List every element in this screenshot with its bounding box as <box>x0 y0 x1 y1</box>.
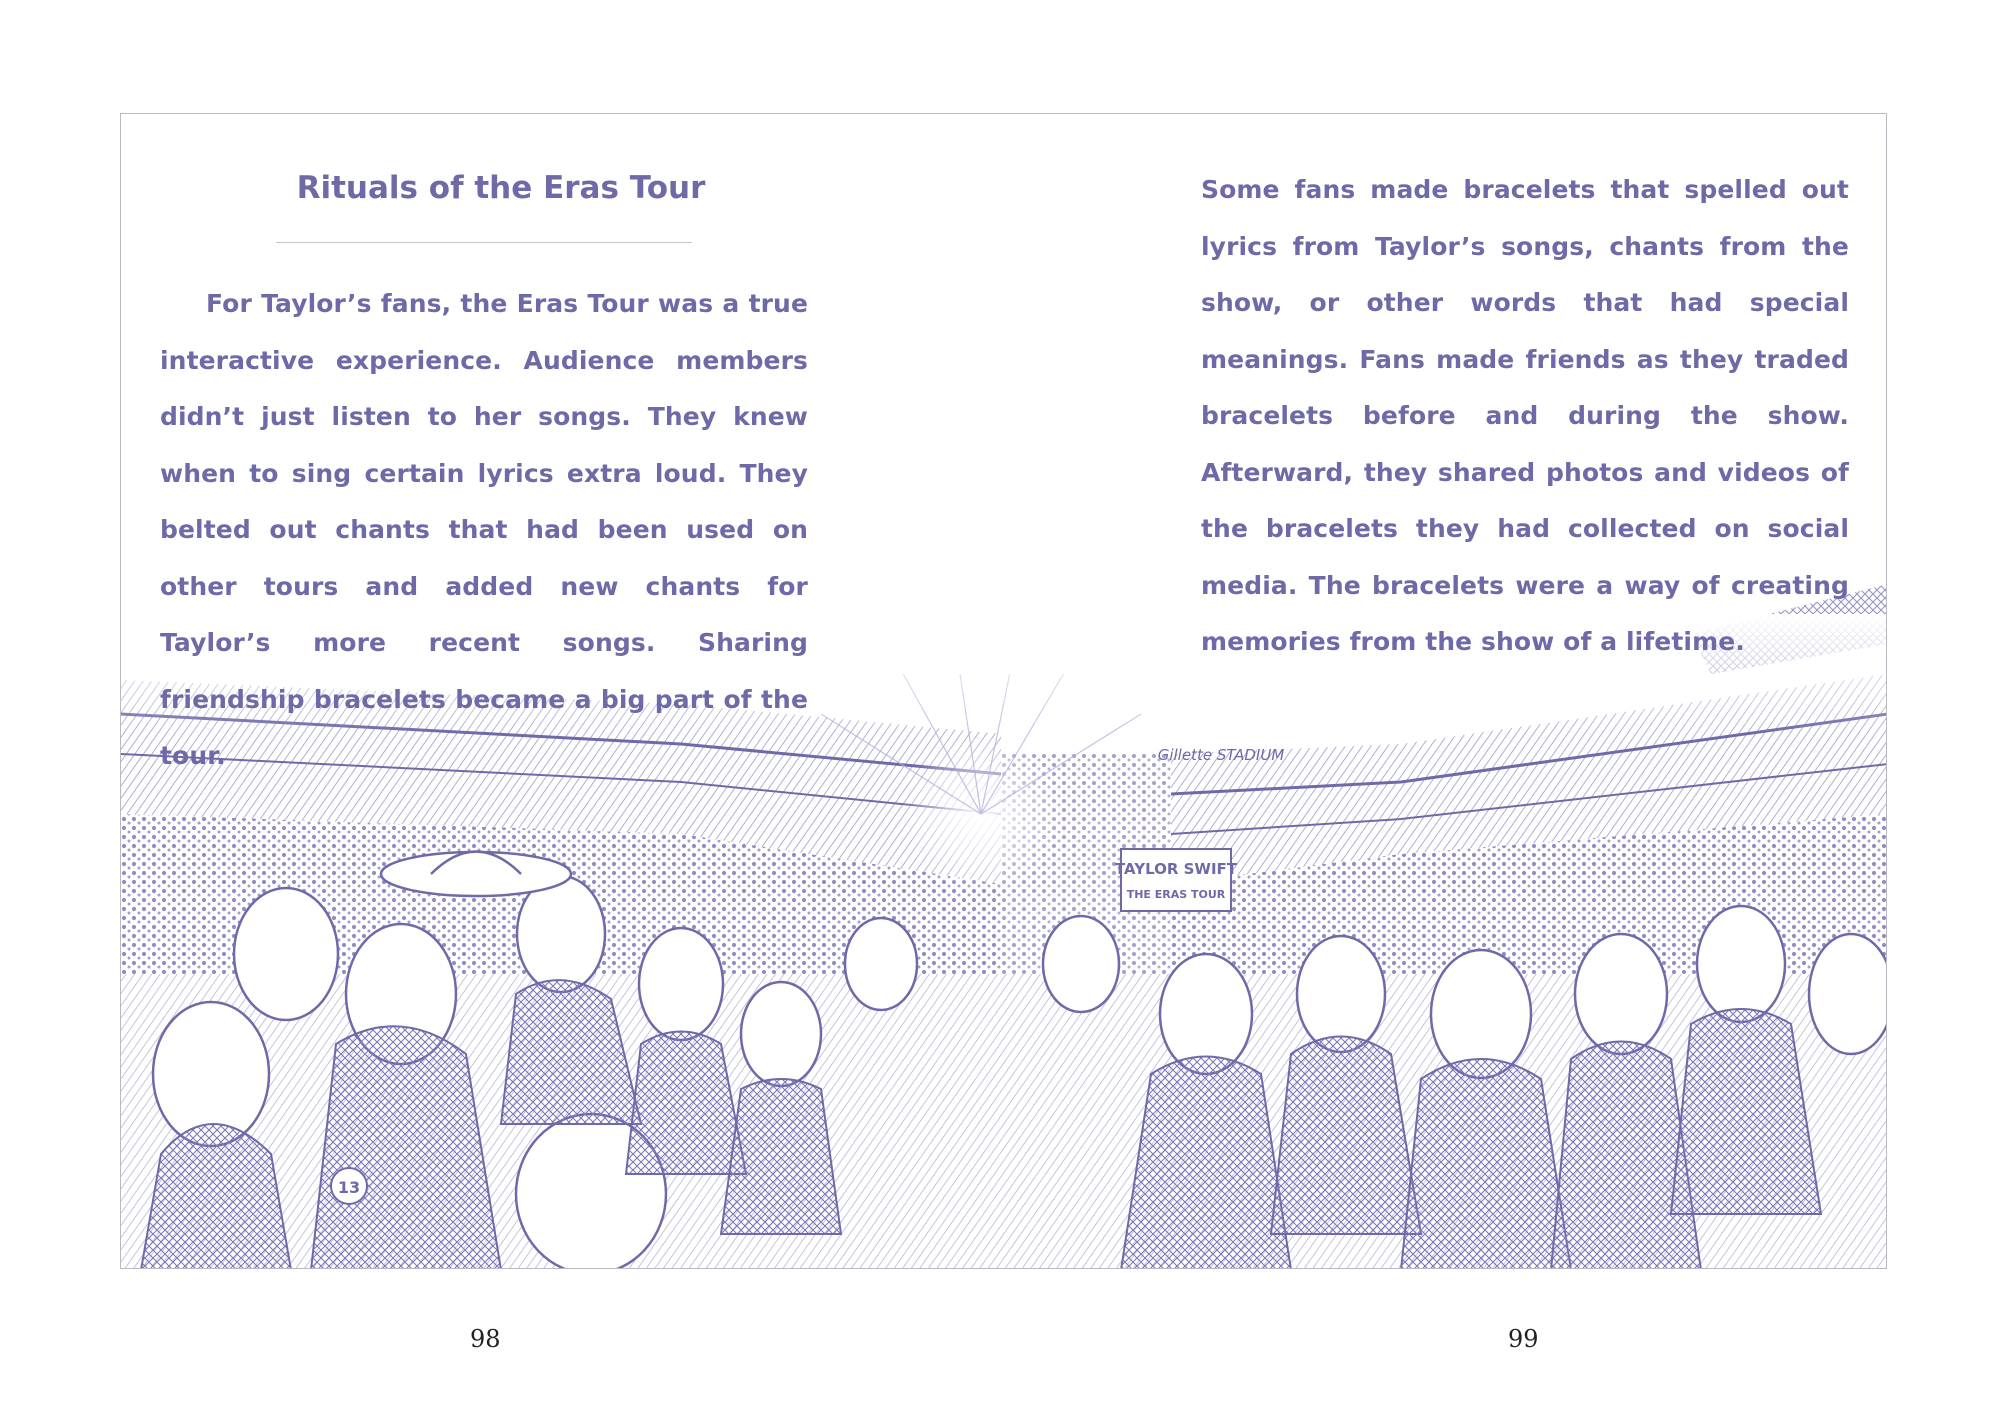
page-number-right: 99 <box>1508 1325 1539 1353</box>
stage-banner-line2: THE ERAS TOUR <box>1126 888 1226 901</box>
chapter-heading: Rituals of the Eras Tour <box>296 170 706 206</box>
left-page-body: For Taylor’s fans, the Eras Tour was a true interactive experience. Audience members didn’t just listen to her songs. They knew when to sing certain lyrics extra loud. They belted out chants that had been used on other tours and added new chants for Taylor’s more recent songs. Sharing friendship bracelets became a big part of the tour. <box>160 289 808 770</box>
page-number-left: 98 <box>470 1325 501 1353</box>
spread-frame <box>120 113 1887 1269</box>
heading-divider <box>276 242 692 243</box>
stage-banner-line1: TAYLOR SWIFT <box>1114 860 1238 878</box>
right-page-body: Some fans made bracelets that spelled out lyrics from Taylor’s songs, chants from the show, or other words that had special meanings. Fans made friends as they traded bracelets before and during the show. Afterward, they shared photos and videos of the bracelets they had collected on social media. The bracelets were a way of creating memories from the show of a lifetime. <box>1201 175 1849 656</box>
stadium-sign: Gillette STADIUM <box>1157 746 1285 764</box>
bracelet-charm-label: 13 <box>337 1178 361 1197</box>
